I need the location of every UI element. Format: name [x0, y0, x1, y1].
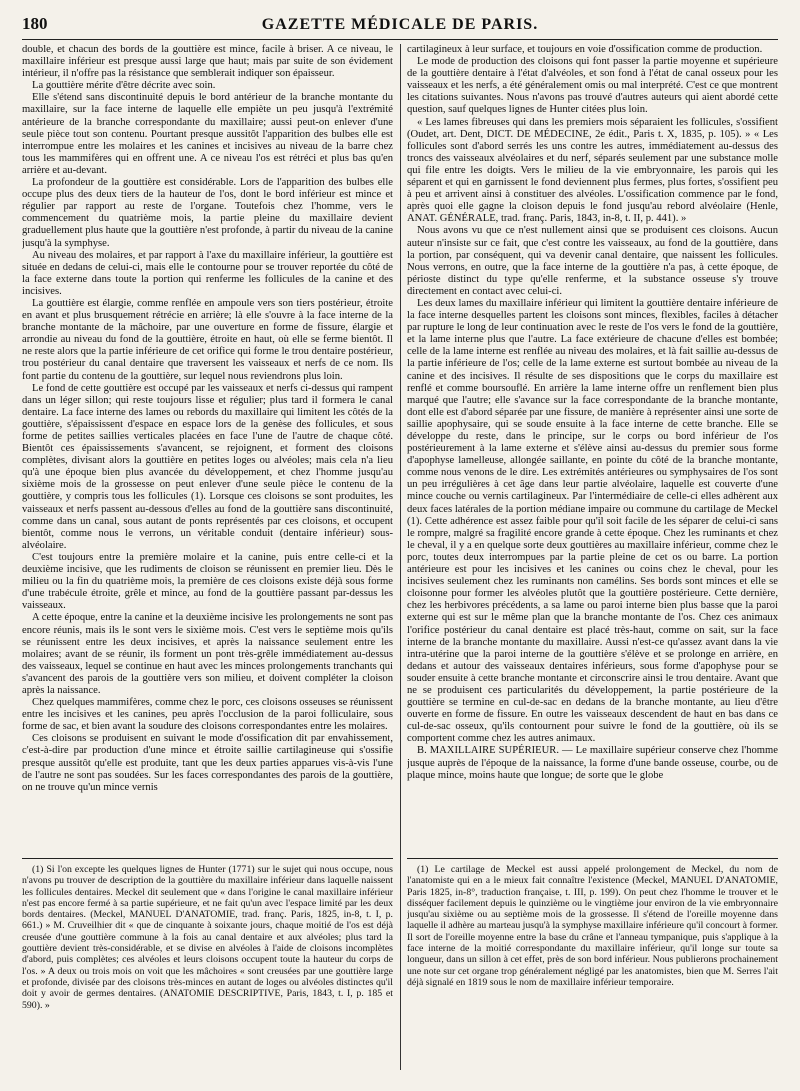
right-column: [407, 44, 778, 1070]
paragraph: Ces cloisons se produisent en suivant le mode d'ossification dit par envahissement, c'est-à-dire par production d'une mince et étroite saillie cartilagineuse qui s'ossifie presque aussitôt qu'elle est produite, tant que les deux parties apparues vis-à-vis l'une de l'autre ne sont pas soudées. Sur les faces correspondantes des parois de la gouttière, on ne trouve qu'un mince vernis: [22, 733, 393, 793]
footnote-divider: [407, 858, 778, 859]
footnote: (1) Le cartilage de Meckel est aussi appelé prolongement de Meckel, du nom de l'anatomiste qui en a le mieux fait connaître l'existence (Meckel, MANUEL D'ANATOMIE, Paris 1825, in-8°, traduction française, t. III, p. 199). On peut chez l'homme le trouver et le disséquer facilement depuis le quinzième ou le vingtième jour environ de la vie embryonnaire jusqu'au sixième ou au septième mois de la grossesse. Il s'étend de l'oreille moyenne dans laquelle il adhère au marteau jusqu'à la symphyse maxillaire inférieure qu'il concourt à former. Il sort de l'oreille moyenne entre la base du crâne et l'anneau tympanique, puis s'applique à la face interne de la moitié correspondante du maxillaire inférieur, qu'il longe sur toute sa longueur, dans un sillon à cet effet, près de son bord inférieur. Nous publierons prochainement une note sur cet organe trop généralement négligé par les anatomistes, bien que M. Serres l'ait déjà signalé en 1819 sous le nom de maxillaire inférieur temporaire.: [407, 864, 778, 988]
text-columns: [22, 44, 778, 1070]
paragraph: La gouttière est élargie, comme renflée en ampoule vers son tiers postérieur, étroite en avant et plus brusquement rétrécie en arrière; là elle s'ouvre à la face interne de la branche montante de la mâchoire, par une ouverture en forme de fissure, élargie et arrondie au niveau du fond de la gouttière, étroite en haut, où elle se ferme bientôt. Il ne reste alors que la partie inférieure de cet orifice qui forme le trou dentaire postérieur, trou postérieur du canal dentaire que traversent les vaisseaux et nerfs de ce nom. Ils font partie du contenu de la gouttière, sur lequel nous reviendrons plus loin.: [22, 297, 393, 382]
page-number: 180: [22, 14, 48, 33]
footnote-divider: [22, 858, 393, 859]
paragraph: « Les lames fibreuses qui dans les premiers mois séparaient les follicules, s'ossifient (Oudet, art. Dent, DICT. DE MÉDECINE, 2e édit., Paris t. X, 1835, p. 105). » « Les follicules sont d'abord serrés les uns contre les autres, immédiatement au-dessus des troncs des vaisseaux alvéolaires et du nerf, séparés seulement par une substance molle qui file entre les doigts. Vers le milieu de la vie embryonnaire, les parois qui les séparent et qui en garnissent le fond deviennent plus fermes, plus fortes, s'ossifient peu à peu et arrivent ainsi à constituer des alvéoles. L'ossification commence par le fond, après quoi elle gagne la cloison depuis le fond jusqu'au rebord alvéolaire (Henle, ANAT. GÉNÉRALE, trad. franç. Paris, 1843, in-8, t. II, p. 441). »: [407, 116, 778, 225]
column-divider: [400, 44, 401, 1070]
left-column-body: [22, 44, 393, 852]
left-column: [22, 44, 393, 1070]
paragraph: La gouttière mérite d'être décrite avec soin.: [32, 80, 216, 92]
left-footnotes: [22, 864, 393, 1064]
paragraph: Au niveau des molaires, et par rapport à l'axe du maxillaire inférieur, la gouttière est située en dedans de celui-ci, mais elle le contourne pour se trouver reportée du côté de la face externe dans toute la portion qui renferme les follicules de la canine et des incisives.: [22, 249, 393, 297]
page-header: [22, 14, 778, 40]
paragraph: C'est toujours entre la première molaire et la canine, puis entre celle-ci et la deuxième incisive, que les rudiments de cloison se réunissent en premier lieu. Dès le milieu ou la fin du quatrième mois, la première de ces cloisons existe déjà sous forme d'une trabécule étroite, grêle et mince, au fond de la gouttière passant par-dessus les vaisseaux.: [22, 551, 393, 612]
paragraph: La profondeur de la gouttière est considérable. Lors de l'apparition des bulbes elle occupe plus des deux tiers de la hauteur de l'os, dont le bord inférieur est mince et régulier par rapport au reste de l'organe. Toutefois chez l'homme, vers le commencement du quatrième mois, la partie pleine du maxillaire devient graduellement plus haute que la gouttière n'est profonde, à partir du niveau de la canine jusqu'à la symphyse.: [22, 177, 393, 249]
right-footnotes: [407, 864, 778, 1064]
paragraph: Nous avons vu que ce n'est nullement ainsi que se produisent ces cloisons. Aucun auteur n'insiste sur ce fait, que c'est contre les vaisseaux, au fond de la gouttière, dans la portion, par conséquent, qui va devenir canal dentaire, que naissent les follicules. Nous verrons, en outre, que la face interne de la gouttière n'a pas, à cette époque, de périoste distinct du type qu'elle renferme, et la substance osseuse s'y trouve directement en contact avec celui-ci.: [407, 225, 778, 297]
paragraph: double, et chacun des bords de la gouttière est mince, facile à briser. A ce niveau, le maxillaire inférieur est presque aussi large que haut; mais par suite de son évidement intérieur, il n'offre pas la résistance que semblerait indiquer son épaisseur.: [22, 44, 393, 80]
paragraph: A cette époque, entre la canine et la deuxième incisive les prolongements ne sont pas encore réunis, mais ils le sont vers le sixième mois. C'est vers le septième mois qu'ils se réunissent entre les deux incisives, et après la naissance seulement entre les molaires; avant de se réunir, ils forment un pont très-grêle immédiatement au-dessus des vaisseaux, lequel se continue en haut avec les minces prolongements tranchants qui s'avancent des parois de la gouttière vers son milieu, et doivent compléter la cloison après la naissance.: [22, 612, 393, 696]
paragraph: Chez quelques mammifères, comme chez le porc, ces cloisons osseuses se réunissent entre les incisives et les canines, peu après l'occlusion de la paroi folliculaire, sous forme de sac, et bien avant la soudure des cloisons correspondantes entre les molaires.: [22, 697, 393, 733]
section-heading-paragraph: B. MAXILLAIRE SUPÉRIEUR. — Le maxillaire supérieur conserve chez l'homme jusque auprès de l'époque de la naissance, la forme d'une bande osseuse, courbe, ou de plaque mince, moins haute que longue; de sorte que le globe: [407, 745, 778, 781]
paragraph: Le mode de production des cloisons qui font passer la partie moyenne et supérieure de la gouttière dentaire à l'état d'alvéoles, et son fond à l'état de canal osseux pour les vaisseaux et les nerfs, a été généralement omis ou mal interprété. C'est ce que montrent les citations suivantes. Nous n'avons pas trouvé d'autres auteurs qui aient abordé cette question, sauf quelques lignes de Hunter citées plus loin.: [407, 56, 778, 116]
footnote: (1) Si l'on excepte les quelques lignes de Hunter (1771) sur le sujet qui nous occupe, nous n'avons pu trouver de description de la gouttière du maxillaire inférieur dans laquelle naissent les follicules dentaires. Meckel dit seulement que « dans l'origine le canal maxillaire inférieur n'est pas encore fermé à sa partie supérieure, et ne fait qu'un avec l'espace limité par les deux bords dentaires. (Meckel, MANUEL D'ANATOMIE, trad. franç. Paris, 1825, in-8, t. I, p. 661.) » M. Cruveilhier dit « que de cinquante à soixante jours, chaque moitié de l'os est déjà creusée d'une gouttière commune à la fois au canal dentaire et aux alvéoles; plus tard la gouttière devient très-considérable, et se divise en alvéoles à l'aide de cloisons incomplètes d'abord, puis complètes; ces alvéoles et leurs cloisons occupent toute la hauteur du corps de l'os. » A deux ou trois mois on voit que les mâchoires « sont creusées par une gouttière large et profonde, divisée par des cloisons très-minces en autant de loges ou alvéoles distinctes qu'il doit y avoir de germes dentaires. (ANATOMIE DESCRIPTIVE, Paris, 1843, t. I, p. 185 et 590). »: [22, 864, 393, 1011]
right-column-body: [407, 44, 778, 852]
paragraph: Elle s'étend sans discontinuité depuis le bord antérieur de la branche montante du maxillaire, sur la face interne de laquelle elle empiète un peu jusqu'à l'extrémité antérieure de la branche correspondante du maxillaire; aussi peut-on enlever d'une seule pièce tout son contenu. Pourtant presque aussitôt l'apparition des bulbes elle est interrompue entre les molaires et les canines et incisives au niveau de la barre chez tous les mammifères qui en offrent une. A ce niveau l'os est rétréci et plus bas qu'en arrière et au-devant.: [22, 92, 393, 176]
running-title: GAZETTE MÉDICALE DE PARIS.: [261, 16, 539, 33]
paragraph: Les deux lames du maxillaire inférieur qui limitent la gouttière dentaire inférieure de la face interne desquelles partent les cloisons sont minces, flexibles, faciles à détacher par rupture le long de leur continuation avec le reste de l'os vers le fond de la gouttière, et la lame interne plus que l'autre. La face extérieure de chacune d'elles est bombée; celle de la lame interne est renflée au niveau des molaires, et là fait saillie au-dessus de la partie inférieure de l'os; celle de la lame externe est surtout bombée au niveau de la canine et des incisives. Il résulte de ses dispositions que le corps du maxillaire est renflé et comme boursouflé. En arrière la lame interne offre un renflement bien plus marqué que l'autre; elle s'avance sur la face correspondante de la branche montante, dont elle est d'abord séparée par une fissure, de manière à représenter ainsi une sorte de saillie apophysaire, qui se soude ensuite à la face interne de cette branche. Elle se développe du reste, dans le principe, sur le corps ou bord inférieur de l'os postérieurement à la lame externe et s'élève ainsi au-dessus du premier sous forme d'apophyse lamelleuse, allongée saillante, en pointe du côté de la branche montante, comme nous venons de le dire. Les extrémités antérieures ou symphysaires de l'os sont un peu irrégulières à cet âge dans leur partie alvéolaire, laquelle est couverte d'une mince couche ou vernis cartilagineux. Par l'intermédiaire de celle-ci elles adhèrent aux deux faces latérales de la portion médiane impaire ou commune du cartilage de Meckel (1). Cette adhérence est assez faible pour qu'il soit facile de les séparer de celui-ci sans le rompre, malgré sa fragilité encore grande à cette époque. Chez les ruminants et chez le cheval, il y a en quelque sorte deux gouttières au maxillaire inférieur, comme chez le porc, toutes deux interrompues par la partie pleine de cet os ou barre. La portion antérieure est pour les incisives et les canines ou coins chez le cheval, pour les incisives seulement chez les ruminants non camélins. Ses bords sont minces et elle se cloisonne pour former les alvéoles plutôt que la gouttière postérieure. Cette dernière, chez les herbivores précédents, a sa lame ou paroi interne bien plus basse que la paroi externe qui est sur le même plan que la branche montante de l'os. Chez ces animaux l'orifice postérieur du canal dentaire est placé très-haut, comme on sait, sur la face interne de la branche montante du maxillaire. Aussi n'est-ce qu'assez avant dans la vie intra-utérine que la paroi interne de la gouttière s'élève et se prolonge en arrière, en dedans et autour des vaisseaux dentaires inférieurs, sous forme d'apophyse pour se souder ensuite à cette branche montante et circonscrire ainsi le trou dentaire. Avant que ne se produisent ces particularités du développement, la partie postérieure de la gouttière se termine en cul-de-sac en dedans de la branche montante, au lieu d'être ouverte en forme de fissure. En outre les vaisseaux descendent de haut en bas dans ce cul-de-sac osseux, qu'ils contournent pour suivre le fond de la gouttière, où ils se comportent comme chez les autres animaux.: [407, 297, 778, 745]
paragraph: cartilagineux à leur surface, et toujours en voie d'ossification comme de production.: [407, 44, 763, 55]
paragraph: Le fond de cette gouttière est occupé par les vaisseaux et nerfs ci-dessus qui rampent dans un léger sillon; qui reste toujours lisse et régulier; plus tard il formera le canal dentaire. La face interne des lames ou rebords du maxillaire qui limitent les côtés de la gouttière, s'épaississent d'espace en espace lors de la genèse des follicules, et sous forme de petites saillies verticales placées en face l'une de l'autre de chaque côté. Bientôt ces épaississements s'avancent, se rejoignent, et forment des cloisons complètes, divisant alors la gouttière en petites loges ou alvéoles; mais cela n'a lieu qu'à une époque bien plus avancée du développement, et chez l'homme jusqu'au sixième mois de la grossesse on peut enlever d'une seule pièce le contenu de la gouttière, y compris tous les follicules (1). Lorsque ces cloisons se sont produites, les vaisseaux et nerfs passent au-dessous d'elles au fond de la gouttière sans discontinuité, comme dans un canal, sous autant de ponts représentés par ces cloisons, et occupent bientôt, comme nous le verrons, un véritable conduit (dentaire inférieur) sous-alvéolaire.: [22, 382, 393, 551]
